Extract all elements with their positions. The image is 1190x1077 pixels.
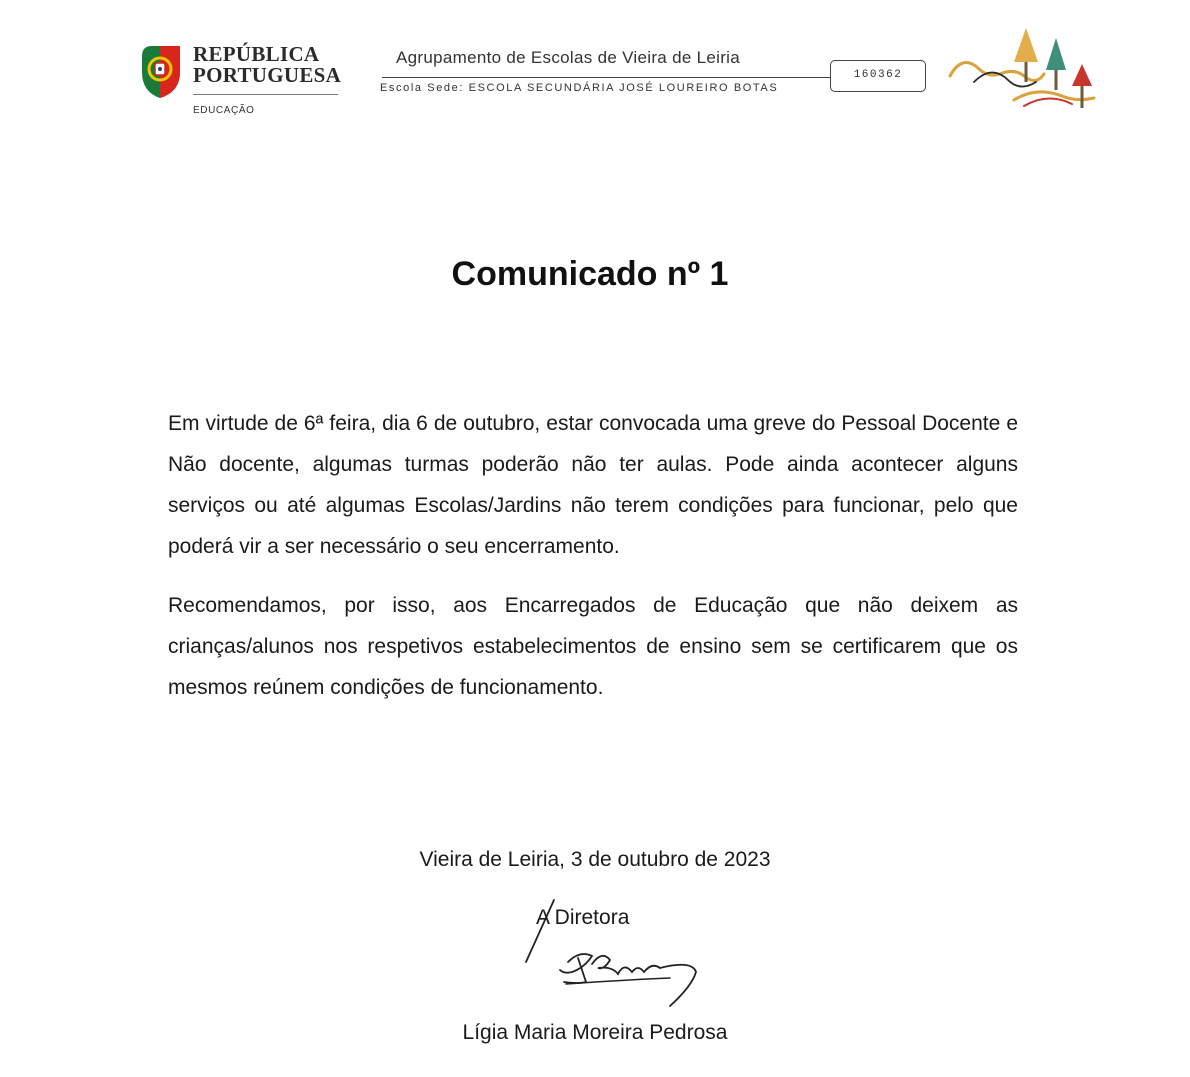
republic-name-line1: REPÚBLICA xyxy=(193,42,320,66)
handwritten-signature xyxy=(520,898,720,1013)
trees-logo-icon xyxy=(944,24,1104,116)
republic-name-line2: PORTUGUESA xyxy=(193,63,342,87)
government-logo xyxy=(138,42,348,122)
republic-name xyxy=(193,44,341,86)
body-paragraph-2: Recomendamos, por isso, aos Encarregados de Educação que não deixem as crianças/alunos nos respetivos estabelecimentos de ensino sem se certificarem que os mesmos reúnem condições de funcionamento. xyxy=(168,594,1018,699)
signer-name: Lígia Maria Moreira Pedrosa xyxy=(462,1021,728,1044)
ministry-label: EDUCAÇÃO xyxy=(193,105,255,116)
place-and-date: Vieira de Leiria, 3 de outubro de 2023 xyxy=(419,848,771,871)
logo-divider xyxy=(193,94,338,95)
signer-role: A Diretora xyxy=(536,906,630,929)
school-divider xyxy=(382,77,830,78)
letterhead xyxy=(0,0,1190,130)
school-code-box: 160362 xyxy=(830,60,926,92)
school-group-name: Agrupamento de Escolas de Vieira de Leiria xyxy=(396,48,740,67)
body-paragraph-1: Em virtude de 6ª feira, dia 6 de outubro, estar convocada uma greve do Pessoal Docente e Não docente, algumas turmas poderão não ter aulas. Pode ainda acontecer alguns serviços ou até algumas Escolas/Jardins não terem condições para funcionar, pelo que poderá vir a ser necessário o seu encerramento. xyxy=(168,412,1018,558)
portugal-emblem-icon xyxy=(138,42,184,100)
document-title: Comunicado nº 1 xyxy=(451,255,729,293)
school-seat: Escola Sede: ESCOLA SECUNDÁRIA JOSÉ LOUREIRO BOTAS xyxy=(380,82,779,94)
